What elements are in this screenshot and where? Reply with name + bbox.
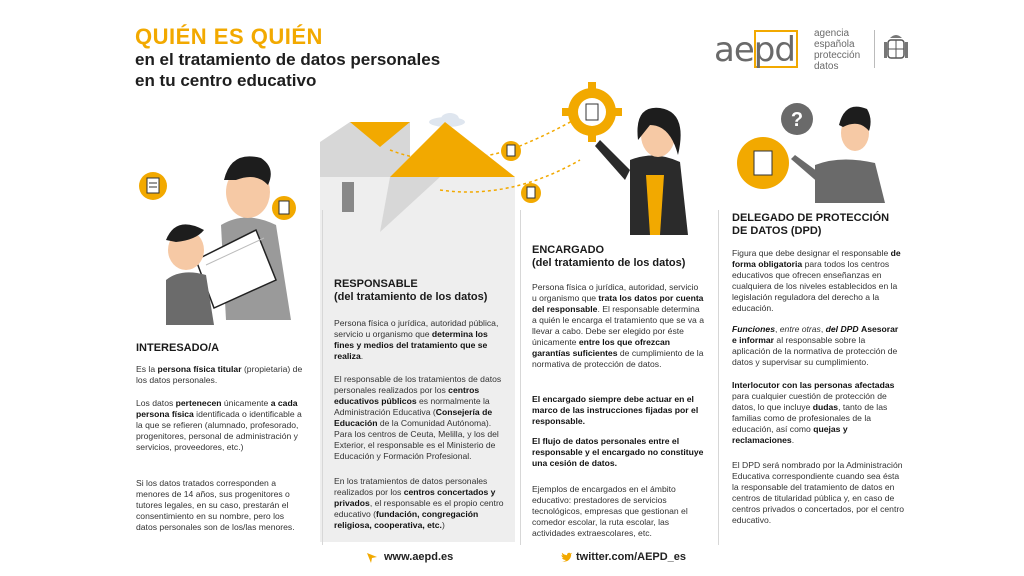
- svg-text:?: ?: [790, 109, 804, 131]
- twitter-link[interactable]: twitter.com/AEPD_es: [576, 551, 687, 563]
- encargado-paragraph-2: El encargado siempre debe actuar en el marco de las instrucciones fijadas por el responsable.: [532, 394, 699, 426]
- processor-illustration: [560, 80, 700, 240]
- page-title: QUIÉN ES QUIÉN: [135, 24, 323, 49]
- dpd-heading: DELEGADO DE PROTECCIÓN DE DATOS (DPD): [732, 212, 890, 237]
- page-subtitle-line2: en tu centro educativo: [135, 71, 317, 90]
- document-icon: [520, 182, 542, 204]
- logo-agency-text: agencia española protección datos: [814, 28, 861, 72]
- dpd-illustration: [735, 95, 895, 205]
- document-icon: [500, 140, 522, 162]
- encargado-heading: ENCARGADO (del tratamiento de los datos): [532, 244, 686, 269]
- encargado-paragraph-1: Persona física o jurídica, autoridad, servicio u organismo que trata los datos por cuenta del responsable. El responsable determina a quién le encarga el tratamiento que se va a llevar a cabo. Debe ser elegido por éste únicamente entre los que ofrezcan garantías suficientes de cumplimiento de la normativa de protección de datos.: [532, 282, 704, 369]
- aepd-logo: [714, 26, 914, 74]
- column-divider: [718, 210, 719, 545]
- dpd-paragraph-1: Figura que debe designar el responsable de forma obligatoria para todos los centros educativos que ofrecen enseñanzas en cualquiera de los niveles establecidos en la legislación reguladora del derecho a la educación.: [732, 248, 901, 313]
- dpd-paragraph-3: Interlocutor con las personas afectadas para cualquier cuestión de protección de datos, lo que incluye dudas, tanto de las familias como de profesionales de la educación, así como quejas y reclamaciones.: [732, 380, 895, 445]
- responsable-paragraph-3: En los tratamientos de datos personales realizados por los centros concertados y privados, el responsable es el propio centro educativo (fundación, congregación religiosa, cooperativa, etc.): [334, 476, 504, 530]
- dpd-paragraph-2: Funciones, entre otras, del DPD Asesorar e informar al responsable sobre la aplicación de la normativa de protección de datos y supervisar su cumplimiento.: [732, 324, 899, 367]
- interesado-heading: INTERESADO/A: [136, 342, 220, 354]
- cursor-icon: [366, 552, 378, 564]
- twitter-icon: [560, 552, 572, 564]
- encargado-paragraph-4: Ejemplos de encargados en el ámbito educativo: prestadores de servicios tecnológicos, empresas que gestionan el comedor escolar, la ruta escolar, las actividades extraescolares, etc.: [532, 484, 688, 538]
- family-illustration: [136, 130, 306, 330]
- column-divider: [322, 210, 323, 545]
- website-link[interactable]: www.aepd.es: [384, 551, 454, 563]
- interesado-paragraph-3: Si los datos tratados corresponden a menores de 14 años, sus progenitores o tutores legales, en su caso, prestarán el consentimiento en su nombre, pero los datos personales son de los/las menores.: [136, 478, 295, 532]
- interesado-paragraph-1: Es la persona física titular (propietaria) de los datos personales.: [136, 364, 303, 385]
- logo-separator: [874, 30, 875, 68]
- responsable-paragraph-1: Persona física o jurídica, autoridad pública, servicio u organismo que determina los fines y medios del tratamiento que se realiza.: [334, 318, 499, 361]
- interesado-paragraph-2: Los datos pertenecen únicamente a cada persona física identificada o identificable a la que se refieren (alumnado, profesorado, progenitores, personal de administración y servicios, proveedores, etc.): [136, 398, 302, 452]
- page-subtitle-line1: en el tratamiento de datos personales: [135, 50, 441, 69]
- spain-crest-icon: [882, 32, 910, 64]
- column-divider: [520, 210, 521, 545]
- logo-word: aepd: [714, 30, 795, 70]
- responsable-paragraph-2: El responsable de los tratamientos de datos personales realizados por los centros educativos públicos es normalmente la Administración Educativa (Consejería de Educación de la Comunidad Autónoma). Para los centros de Ceuta, Melilla, y los del Exterior, el responsable es el Ministerio de Educación y Formación Profesional.: [334, 374, 502, 461]
- dpd-paragraph-4: El DPD será nombrado por la Administración Educativa correspondiente cuando sea ésta la responsable del tratamiento de datos en centros de titularidad pública y, en caso de centros privados o concertados, por el centro educativo.: [732, 460, 904, 525]
- responsable-heading: RESPONSABLE (del tratamiento de los datos): [334, 278, 488, 303]
- encargado-paragraph-3: El flujo de datos personales entre el responsable y el encargado no constituye una cesión de datos.: [532, 436, 704, 468]
